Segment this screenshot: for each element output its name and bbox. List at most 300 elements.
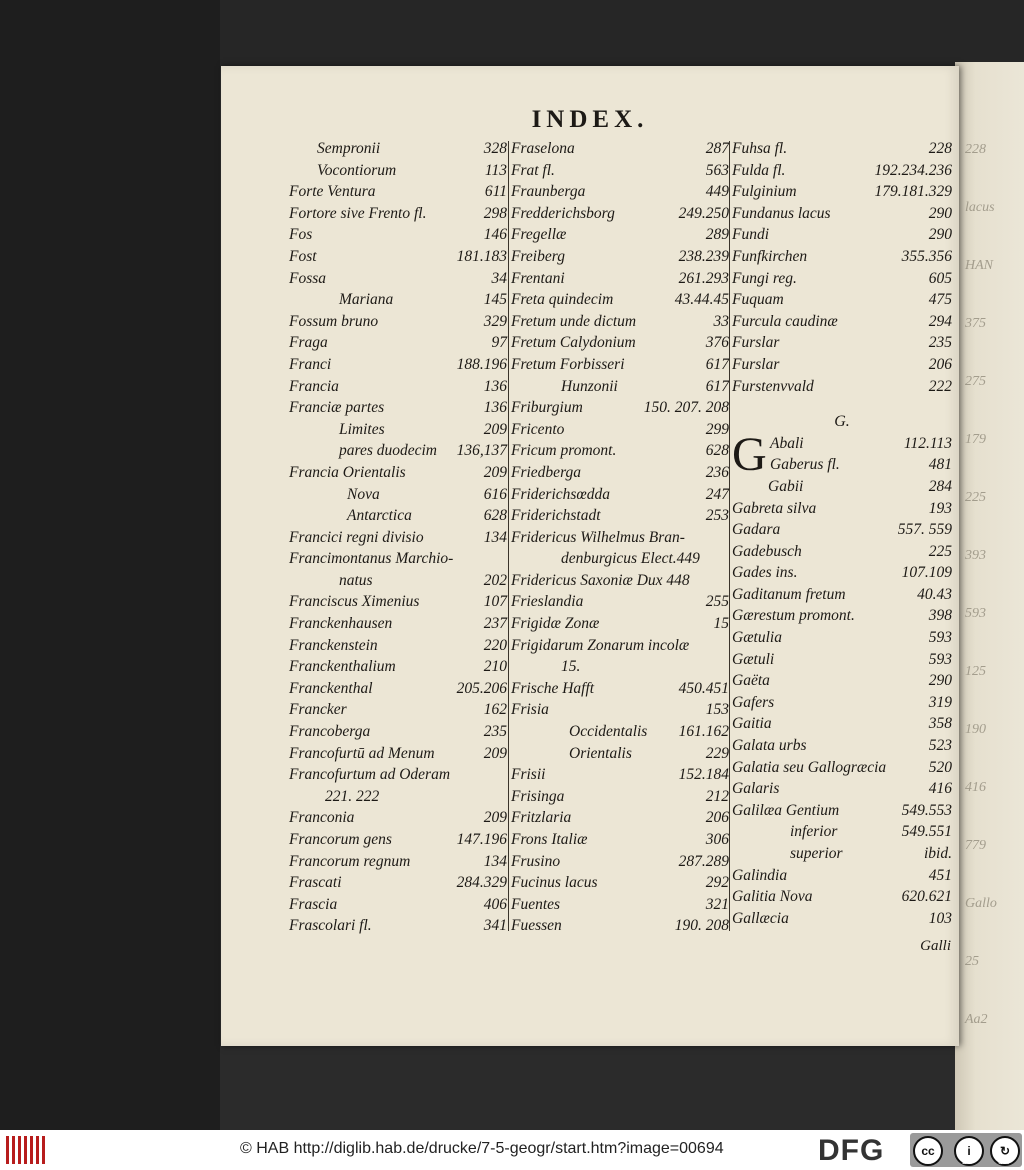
entry-term: Frascolari fl. xyxy=(289,917,372,935)
index-entry xyxy=(732,627,952,649)
entry-term: Gaitia xyxy=(732,715,772,733)
entry-term: Frisii xyxy=(511,766,546,784)
entry-page-numbers: 290 xyxy=(928,226,952,244)
entry-term: Galatia seu Gallogræcia xyxy=(732,758,887,776)
index-entry xyxy=(289,203,507,225)
entry-page-numbers: 450.451 xyxy=(678,679,729,697)
entry-term: Gallæcia xyxy=(732,909,789,927)
adjacent-page-ghost-text: 179 xyxy=(965,432,986,447)
entry-page-numbers: 209 xyxy=(483,420,507,438)
index-entry xyxy=(732,354,952,376)
adjacent-page-ghost-text: Gallo xyxy=(965,896,997,911)
index-entry xyxy=(732,886,952,908)
hab-logo-icon xyxy=(6,1136,46,1164)
entry-page-numbers: 161.162 xyxy=(678,723,729,741)
entry-page-numbers: 206 xyxy=(705,809,729,827)
entry-term: Occidentalis xyxy=(569,723,648,741)
index-entry xyxy=(511,203,729,225)
entry-term: Orientalis xyxy=(569,744,632,762)
index-entry xyxy=(289,181,507,203)
index-entry xyxy=(511,289,729,311)
index-entry xyxy=(732,865,952,887)
adjacent-page-ghost-text: Aa2 xyxy=(965,1012,988,1027)
scanner-background-top xyxy=(220,0,1024,68)
index-entry xyxy=(732,800,952,822)
entry-term: Frascia xyxy=(289,895,338,913)
index-entry xyxy=(732,541,952,563)
entry-page-numbers: 523 xyxy=(928,737,952,755)
entry-page-numbers: 136 xyxy=(483,377,507,395)
index-entry xyxy=(732,670,952,692)
index-entry xyxy=(511,721,729,743)
entry-page-numbers: 328 xyxy=(483,140,507,157)
entry-term: Freta quindecim xyxy=(511,291,614,309)
index-entry xyxy=(732,160,952,182)
adjacent-page-ghost-text: 125 xyxy=(965,664,986,679)
index-entry xyxy=(732,584,952,606)
entry-page-numbers: 287 xyxy=(705,140,729,157)
index-entry xyxy=(289,872,507,894)
entry-page-numbers: 181.183 xyxy=(456,247,507,265)
entry-term: Gaberus fl. xyxy=(770,456,840,474)
entry-page-numbers: 290 xyxy=(928,672,952,690)
entry-term: 15. xyxy=(561,658,581,676)
dfg-logo: DFG xyxy=(818,1134,885,1167)
index-entry xyxy=(289,591,507,613)
index-entry xyxy=(732,433,952,455)
g-section xyxy=(732,427,952,930)
cc-license-badge[interactable] xyxy=(910,1133,1022,1167)
entry-term: Fraunberga xyxy=(511,183,586,201)
entry-term: Galaris xyxy=(732,780,780,798)
entry-page-numbers: 451 xyxy=(928,866,952,884)
entry-page-numbers: 287.289 xyxy=(678,852,729,870)
entry-term: Friderichsœdda xyxy=(511,485,611,503)
entry-page-numbers: 179.181.329 xyxy=(874,183,952,201)
entry-page-numbers: 228 xyxy=(928,140,952,157)
entry-term: Fuessen xyxy=(511,917,562,935)
entry-page-numbers: 237 xyxy=(483,615,507,633)
entry-term: Fridericus Saxoniæ Dux 448 xyxy=(511,571,690,589)
entry-page-numbers: 33 xyxy=(713,312,729,330)
cc-sa-label: SA xyxy=(998,1157,1009,1166)
index-entry xyxy=(289,613,507,635)
entry-page-numbers: 113 xyxy=(484,161,507,179)
entry-term: Galata urbs xyxy=(732,737,807,755)
entry-term: Furcula caudinæ xyxy=(732,312,838,330)
index-entry xyxy=(732,692,952,714)
entry-term: Galindia xyxy=(732,866,788,884)
index-entry xyxy=(289,138,507,160)
entry-term: 221. 222 xyxy=(325,787,380,805)
entry-term: Frisinga xyxy=(511,787,565,805)
entry-term: Furstenvvald xyxy=(732,377,814,395)
entry-term: Frons Italiæ xyxy=(511,831,588,848)
entry-page-numbers: 376 xyxy=(705,334,729,352)
entry-page-numbers: 188.196 xyxy=(456,355,507,373)
letter-heading: G. xyxy=(834,413,850,431)
index-entry xyxy=(511,419,729,441)
index-entry xyxy=(732,908,952,930)
entry-page-numbers: 284 xyxy=(928,477,952,495)
adjacent-page-ghost-text: HAN xyxy=(965,258,993,273)
entry-term: Gaditanum fretum xyxy=(732,585,846,603)
index-entry xyxy=(511,354,729,376)
entry-page-numbers: 557. 559 xyxy=(897,521,952,539)
entry-term: Fulda fl. xyxy=(732,161,786,179)
entry-page-numbers: 355.356 xyxy=(901,247,952,265)
entry-term: Frieslandia xyxy=(511,593,584,611)
entry-term: Franciæ partes xyxy=(289,399,385,417)
index-entry xyxy=(289,419,507,441)
entry-term: Nova xyxy=(347,485,380,503)
index-entry xyxy=(289,289,507,311)
entry-term: Fos xyxy=(289,226,313,244)
index-entry xyxy=(732,649,952,671)
entry-term: Freiberg xyxy=(511,247,565,265)
entry-term: denburgicus Elect.449 xyxy=(561,550,700,568)
entry-page-numbers: 292 xyxy=(705,874,729,892)
adjacent-page-ghost-text: 416 xyxy=(965,780,986,795)
column-rule-1 xyxy=(508,141,509,931)
scanner-background-left xyxy=(0,0,220,1130)
index-entry xyxy=(732,311,952,333)
index-entry xyxy=(289,440,507,462)
entry-term: Francofurtum ad Oderam xyxy=(289,766,451,784)
entry-term: Friburgium xyxy=(511,399,583,417)
entry-term: Gades ins. xyxy=(732,564,798,582)
entry-page-numbers: 229 xyxy=(705,744,729,762)
entry-page-numbers: 617 xyxy=(705,355,729,373)
index-entry xyxy=(732,498,952,520)
index-entry xyxy=(732,519,952,541)
entry-term: Mariana xyxy=(339,291,394,309)
index-entry xyxy=(289,484,507,506)
index-entry xyxy=(511,505,729,527)
entry-term: Fraga xyxy=(289,334,328,352)
index-entry xyxy=(289,851,507,873)
entry-term: Gætulia xyxy=(732,629,782,647)
index-entry xyxy=(732,268,952,290)
entry-page-numbers: 520 xyxy=(928,758,952,776)
index-entry xyxy=(732,757,952,779)
entry-page-numbers: 341 xyxy=(483,917,507,935)
entry-term: inferior xyxy=(790,823,838,841)
index-entry xyxy=(511,786,729,808)
entry-page-numbers: 222 xyxy=(928,377,952,395)
entry-term: Gætuli xyxy=(732,650,775,668)
entry-term: Fossa xyxy=(289,269,327,287)
index-entry xyxy=(511,613,729,635)
index-entry xyxy=(511,181,729,203)
index-entry xyxy=(289,397,507,419)
entry-term: Franckenstein xyxy=(289,636,378,654)
share-alike-icon: ↻ xyxy=(990,1136,1020,1166)
entry-page-numbers: 220 xyxy=(483,636,507,654)
index-entry xyxy=(511,376,729,398)
adjacent-page-ghost-text: 228 xyxy=(965,142,986,157)
entry-term: Franciscus Ximenius xyxy=(289,593,420,611)
entry-page-numbers: 611 xyxy=(484,183,507,201)
entry-page-numbers: 563 xyxy=(705,161,729,179)
index-entry xyxy=(289,224,507,246)
index-entry xyxy=(289,786,507,808)
entry-page-numbers: 628 xyxy=(483,507,507,525)
index-entry xyxy=(289,894,507,916)
index-entry xyxy=(289,829,507,851)
index-entry xyxy=(289,570,507,592)
entry-term: Frisia xyxy=(511,701,549,719)
index-entry xyxy=(511,138,729,160)
index-entry xyxy=(732,181,952,203)
index-entry xyxy=(289,505,507,527)
entry-term: Gabii xyxy=(768,477,804,495)
adjacent-page-ghost-text: lacus xyxy=(965,200,995,215)
index-entry xyxy=(511,548,729,570)
entry-term: Gaëta xyxy=(732,672,770,690)
copyright-link[interactable]: © HAB http://diglib.hab.de/drucke/7-5-geogr/start.htm?image=00694 xyxy=(240,1140,724,1157)
entry-page-numbers: 209 xyxy=(483,744,507,762)
entry-term: Fortore sive Frento fl. xyxy=(289,204,427,222)
index-entry xyxy=(511,224,729,246)
entry-page-numbers: 290 xyxy=(928,204,952,222)
index-entry xyxy=(289,656,507,678)
entry-term: Gadara xyxy=(732,521,781,539)
entry-page-numbers: 593 xyxy=(928,650,952,668)
index-entry xyxy=(511,851,729,873)
index-entry xyxy=(289,548,507,570)
entry-term: Galitia Nova xyxy=(732,888,813,906)
index-entry xyxy=(511,440,729,462)
entry-term: Fregellæ xyxy=(511,226,567,244)
entry-page-numbers: 416 xyxy=(928,780,952,798)
entry-term: Francia Orientalis xyxy=(289,463,406,481)
index-entry xyxy=(289,462,507,484)
entry-term: Fretum unde dictum xyxy=(511,312,637,330)
entry-page-numbers: 134 xyxy=(483,528,507,546)
entry-page-numbers: 236 xyxy=(705,463,729,481)
index-entry xyxy=(289,699,507,721)
entry-page-numbers: 43.44.45 xyxy=(674,291,729,309)
index-entry xyxy=(511,894,729,916)
index-entry xyxy=(289,721,507,743)
entry-page-numbers: 398 xyxy=(928,607,952,625)
entry-page-numbers: 150. 207. 208 xyxy=(643,399,729,417)
entry-page-numbers: 616 xyxy=(483,485,507,503)
index-entry xyxy=(289,915,507,937)
index-entry xyxy=(732,203,952,225)
entry-term: Franckenthal xyxy=(289,679,373,697)
entry-term: Fritzlaria xyxy=(511,809,572,827)
entry-page-numbers: 475 xyxy=(928,291,952,309)
index-entry xyxy=(511,678,729,700)
entry-page-numbers: 206 xyxy=(928,355,952,373)
entry-page-numbers: 209 xyxy=(483,463,507,481)
entry-term: Vocontiorum xyxy=(317,161,397,179)
entry-page-numbers: 605 xyxy=(928,269,952,287)
entry-page-numbers: 294 xyxy=(928,312,952,330)
entry-term: Fucinus lacus xyxy=(511,874,598,892)
index-column-3 xyxy=(732,138,952,929)
entry-term: Galilæa Gentium xyxy=(732,801,840,819)
adjacent-page-ghost-text: 225 xyxy=(965,490,986,505)
entry-term: Francici regni divisio xyxy=(289,528,424,546)
index-entry xyxy=(732,246,952,268)
entry-page-numbers: 321 xyxy=(705,895,729,913)
entry-term: Friderichstadt xyxy=(511,507,601,525)
entry-term: Fridericus Wilhelmus Bran- xyxy=(511,528,685,546)
entry-term: Frigidarum Zonarum incolæ xyxy=(511,636,690,654)
index-entry xyxy=(289,246,507,268)
index-entry xyxy=(732,778,952,800)
entry-term: Friedberga xyxy=(511,463,582,481)
entry-page-numbers: 136,137 xyxy=(456,442,507,460)
entry-page-numbers: 193 xyxy=(928,499,952,517)
entry-term: Fossum bruno xyxy=(289,312,379,330)
entry-page-numbers: ibid. xyxy=(924,845,952,862)
index-entry xyxy=(511,160,729,182)
entry-page-numbers: 628 xyxy=(705,442,729,460)
entry-page-numbers: 289 xyxy=(705,226,729,244)
entry-page-numbers: 202 xyxy=(483,571,507,589)
index-entry xyxy=(511,570,729,592)
entry-term: Hunzonii xyxy=(561,377,618,395)
entry-term: Gærestum promont. xyxy=(732,607,855,625)
entry-page-numbers: 298 xyxy=(483,204,507,222)
entry-page-numbers: 249.250 xyxy=(678,204,729,222)
entry-page-numbers: 620.621 xyxy=(901,888,952,906)
index-entry xyxy=(732,224,952,246)
index-entry xyxy=(732,476,952,498)
entry-page-numbers: 146 xyxy=(483,226,507,244)
entry-page-numbers: 153 xyxy=(705,701,729,719)
column-rule-2 xyxy=(729,141,730,931)
entry-term: Limites xyxy=(339,420,385,438)
entry-page-numbers: 205.206 xyxy=(456,679,507,697)
index-entry xyxy=(732,735,952,757)
index-entry xyxy=(511,462,729,484)
entry-page-numbers: 192.234.236 xyxy=(874,161,952,179)
entry-term: Fuquam xyxy=(732,291,784,309)
index-entry xyxy=(511,635,729,657)
entry-page-numbers: 235 xyxy=(483,723,507,741)
entry-term: Gabreta silva xyxy=(732,499,817,517)
entry-term: Francoberga xyxy=(289,723,371,741)
entry-page-numbers: 284.329 xyxy=(456,874,507,892)
book-page xyxy=(221,66,959,1046)
adjacent-page-ghost-text: 779 xyxy=(965,838,986,853)
entry-page-numbers: 225 xyxy=(928,542,952,560)
catchword: Galli xyxy=(920,938,951,954)
entry-page-numbers: 406 xyxy=(483,895,507,913)
entry-term: Franconia xyxy=(289,809,355,827)
index-entry xyxy=(511,311,729,333)
entry-term: Francimontanus Marchio- xyxy=(289,550,454,568)
entry-page-numbers: 190. 208 xyxy=(674,917,729,935)
entry-page-numbers: 247 xyxy=(705,485,729,503)
index-entry xyxy=(732,562,952,584)
entry-term: Frascati xyxy=(289,874,342,892)
entry-term: Fost xyxy=(289,247,317,265)
index-entry xyxy=(511,397,729,419)
entry-page-numbers: 103 xyxy=(928,909,952,927)
index-entry xyxy=(511,246,729,268)
entry-page-numbers: 481 xyxy=(928,456,952,474)
index-entry xyxy=(511,829,729,851)
entry-term: Frusino xyxy=(511,852,561,870)
entry-term: Gafers xyxy=(732,693,775,711)
entry-term: Francofurtū ad Menum xyxy=(289,744,435,762)
adjacent-page-ghost-text: 593 xyxy=(965,606,986,621)
big-initial-g: G xyxy=(732,427,767,481)
entry-page-numbers: 112.113 xyxy=(903,434,952,452)
entry-term: Fredderichsborg xyxy=(511,204,615,222)
entry-term: Sempronii xyxy=(317,140,381,157)
page-title: INDEX. xyxy=(531,106,649,133)
index-entry xyxy=(511,484,729,506)
index-entry xyxy=(511,268,729,290)
index-entry xyxy=(511,699,729,721)
entry-term: Forte Ventura xyxy=(289,183,376,201)
entry-term: Fundanus lacus xyxy=(732,204,831,222)
index-column-1 xyxy=(289,138,507,937)
entry-term: Fungi reg. xyxy=(732,269,797,287)
entry-page-numbers: 549.551 xyxy=(901,823,952,841)
index-entry xyxy=(289,678,507,700)
entry-term: Furslar xyxy=(732,355,780,373)
index-entry xyxy=(511,332,729,354)
cc-icon: cc xyxy=(913,1136,943,1166)
entry-term: Francia xyxy=(289,377,339,395)
index-entry xyxy=(732,821,952,843)
index-entry xyxy=(511,915,729,937)
adjacent-page-ghost-text: 393 xyxy=(965,548,986,563)
index-entry xyxy=(511,656,729,678)
index-column-2 xyxy=(511,138,729,937)
entry-page-numbers: 15 xyxy=(713,615,729,633)
index-entry xyxy=(511,764,729,786)
index-entry xyxy=(732,713,952,735)
entry-page-numbers: 306 xyxy=(705,831,729,848)
index-entry xyxy=(732,289,952,311)
entry-term: natus xyxy=(339,571,373,589)
entry-term: Frigidæ Zonæ xyxy=(511,615,600,633)
index-entry xyxy=(289,743,507,765)
index-entry xyxy=(511,807,729,829)
entry-term: Fraselona xyxy=(511,140,575,157)
entry-page-numbers: 238.239 xyxy=(678,247,729,265)
index-entry xyxy=(732,454,952,476)
entry-term: Fricento xyxy=(511,420,565,438)
entry-page-numbers: 209 xyxy=(483,809,507,827)
adjacent-page-edge xyxy=(955,62,1024,1130)
entry-page-numbers: 329 xyxy=(483,312,507,330)
by-person-icon: i xyxy=(954,1136,984,1166)
index-entry xyxy=(289,635,507,657)
index-entry xyxy=(732,376,952,398)
entry-page-numbers: 34 xyxy=(491,269,507,287)
entry-page-numbers: 549.553 xyxy=(901,801,952,819)
entry-page-numbers: 107 xyxy=(483,593,507,611)
entry-term: Frische Hafft xyxy=(511,679,595,697)
entry-page-numbers: 107.109 xyxy=(901,564,952,582)
index-entry xyxy=(732,332,952,354)
entry-page-numbers: 212 xyxy=(705,787,729,805)
entry-page-numbers: 253 xyxy=(705,507,729,525)
entry-term: Fulginium xyxy=(732,183,797,201)
entry-page-numbers: 593 xyxy=(928,629,952,647)
entry-term: Abali xyxy=(770,434,804,452)
